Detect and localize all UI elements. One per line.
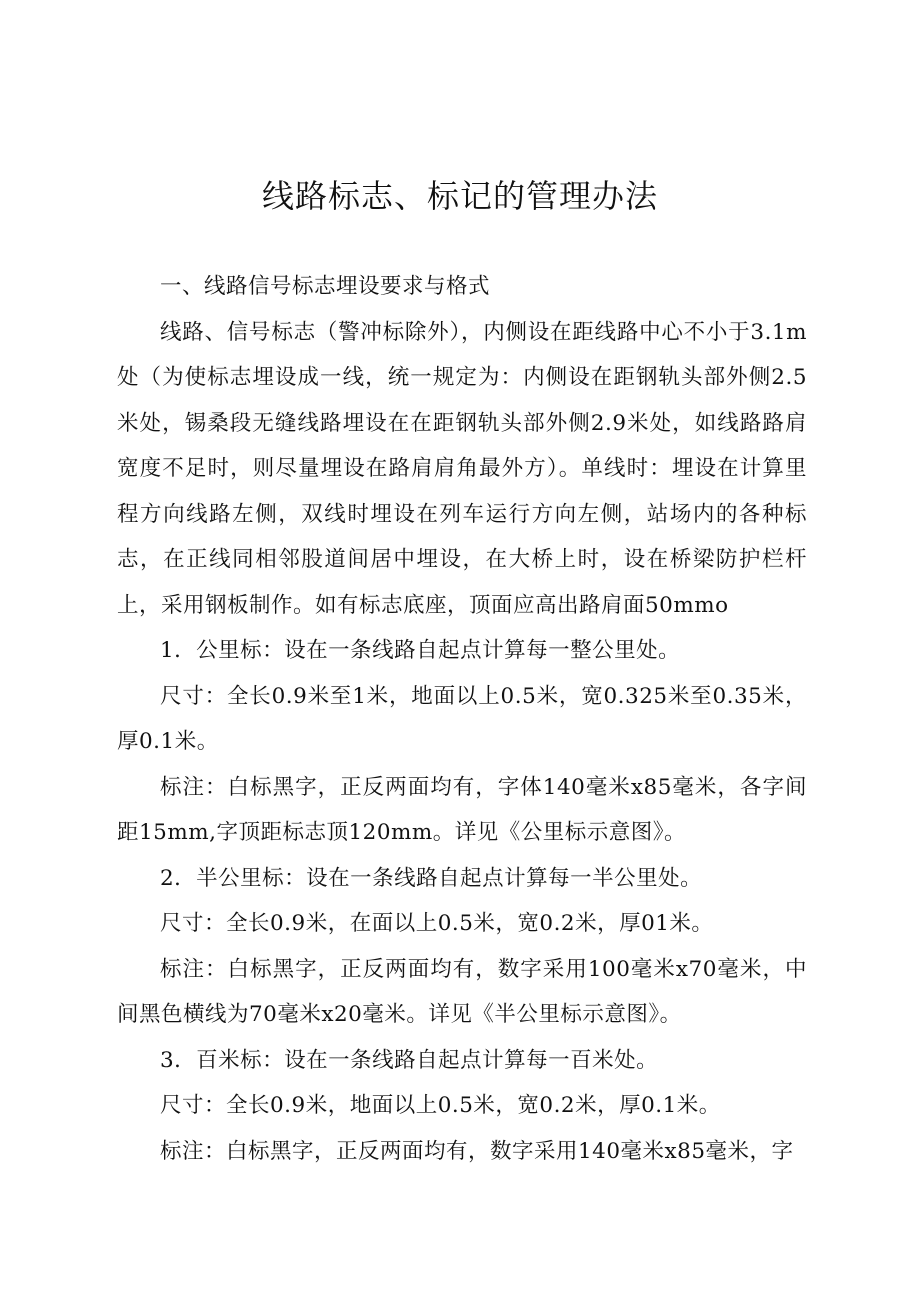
paragraph: 尺寸：全长0.9米至1米，地面以上0.5米，宽0.325米至0.35米，厚0.1米。 [117,683,807,754]
paragraph: 1．公里标：设在一条线路自起点计算每一整公里处。 [160,638,681,663]
paragraph: 尺寸：全长0.9米，地面以上0.5米，宽0.2米，厚0.1米。 [160,1093,721,1118]
section-heading: 一、线路信号标志埋设要求与格式 [160,274,491,299]
paragraph: 尺寸：全长0.9米，在面以上0.5米，宽0.2米，厚01米。 [160,911,714,936]
paragraph: 标注：白标黑字，正反两面均有，字体140毫米x85毫米，各字间距15mm,字顶距标志顶120mm。详见《公里标示意图》。 [117,774,807,845]
document-body [117,264,807,1174]
paragraph: 3．百米标：设在一条线路自起点计算每一百米处。 [160,1047,659,1073]
paragraph: 标注：白标黑字，正反两面均有，数字采用140毫米x85毫米，字 [160,1138,794,1164]
paragraph: 线路、信号标志（警冲标除外），内侧设在距线路中心不小于3.1m处（为使标志埋设成一线，统一规定为：内侧设在距钢轨头部外侧2.5米处，锡桑段无缝线路埋设在在距钢轨头部外侧2.9米处，如线路路肩宽度不足时，则尽量埋设在路肩肩角最外方）。单线时：埋设在计算里程方向线路左侧，双线时埋设在列车运行方向左侧，站场内的各种标志，在正线同相邻股道间居中埋设，在大桥上时，设在桥梁防护栏杆上，采用钢板制作。如有标志底座，顶面应高出路肩面50mmo [117,319,807,618]
paragraph: 2．半公里标：设在一条线路自起点计算每一半公里处。 [160,865,703,891]
document-title: 线路标志、标记的管理办法 [261,177,658,215]
paragraph: 标注：白标黑字，正反两面均有，数字采用100毫米x70毫米，中间黑色横线为70毫米x20毫米。详见《半公里标示意图》。 [117,956,807,1027]
